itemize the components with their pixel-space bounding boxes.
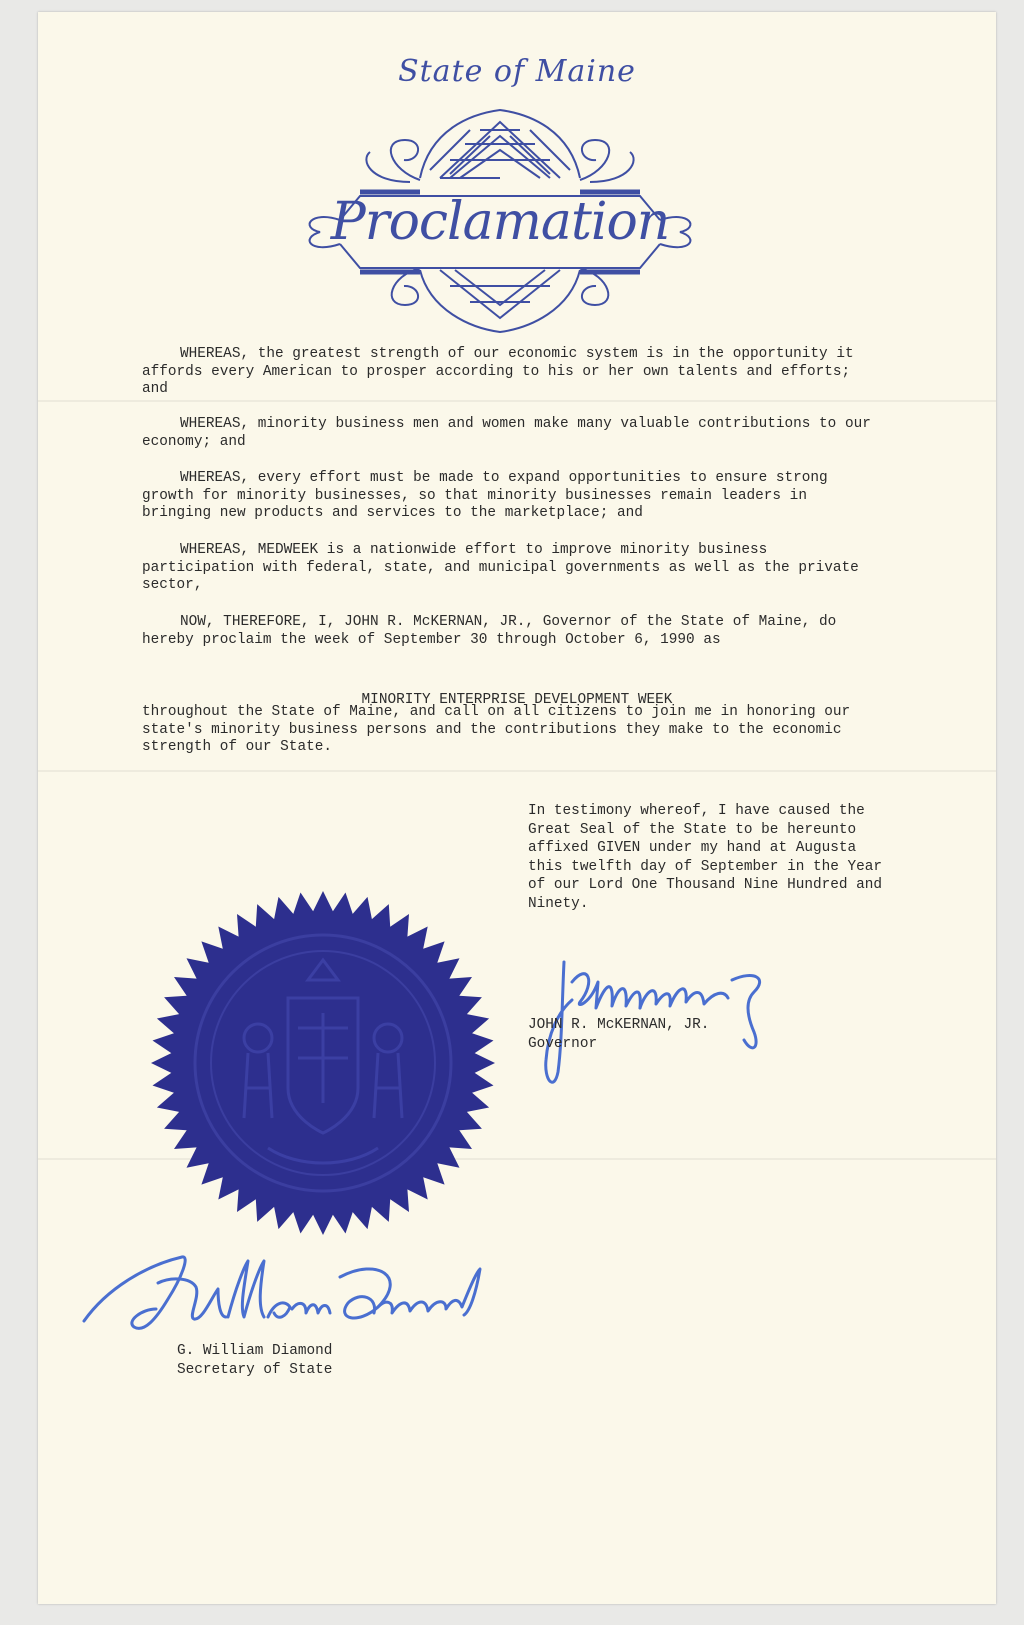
whereas-paragraph: WHEREAS, every effort must be made to expand opportunities to ensure strong growth for minority businesses, so that minority businesses remain leaders in bringing new products and services to the marketplace; and — [142, 470, 837, 522]
whereas-paragraph: WHEREAS, the greatest strength of our economic system is in the opportunity it affords every American to prosper according to his or her own talents and efforts; and — [142, 346, 863, 398]
proclamation-title: Proclamation — [330, 192, 670, 252]
whereas-paragraph: WHEREAS, MEDWEEK is a nationwide effort to improve minority business participation with federal, state, and municipal governments as well as the private sector, — [142, 542, 868, 594]
proclamation-document — [38, 12, 996, 1604]
week-heading: MINORITY ENTERPRISE DEVELOPMENT WEEK — [361, 692, 673, 708]
secretary-name: G. William Diamond — [177, 1343, 333, 1359]
great-seal — [148, 888, 498, 1238]
state-title: State of Maine — [398, 54, 636, 89]
fold-line — [38, 770, 996, 772]
secretary-signature — [78, 1247, 518, 1347]
governor-name-block — [528, 1016, 709, 1053]
governor-title: Governor — [528, 1035, 598, 1052]
whereas-paragraph: WHEREAS, minority business men and women make many valuable contributions to our economy; and — [142, 416, 880, 450]
fold-line — [38, 400, 996, 402]
testimony-block: In testimony whereof, I have caused the Great Seal of the State to be hereunto affixed GIVEN under my hand at Augusta this twelfth day of September in the Year of our Lord One Thousand Nine Hundred and Ninety. — [528, 803, 883, 912]
proclaim-paragraph: NOW, THEREFORE, I, JOHN R. McKERNAN, JR., Governor of the State of Maine, do hereby proclaim the week of September 30 through October 6, 1990 as — [142, 614, 845, 648]
governor-name: JOHN R. McKERNAN, JR. — [528, 1017, 710, 1033]
secretary-title: Secretary of State — [177, 1361, 333, 1378]
secretary-name-block — [177, 1342, 332, 1379]
closing-paragraph: throughout the State of Maine, and call on all citizens to join me in honoring our state's minority business persons and the contributions they make to the economic strength of our State. — [142, 704, 859, 756]
